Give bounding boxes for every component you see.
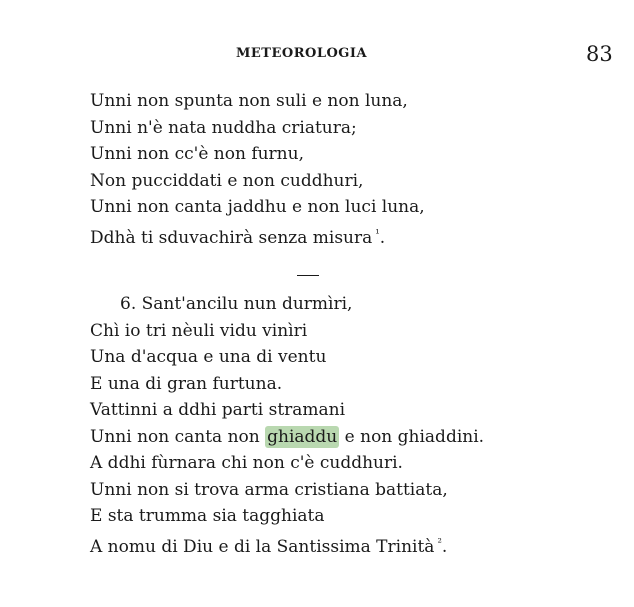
verse-line: Unni non cc'è non furnu, [90,144,304,164]
verse-line: Unni non canta jaddhu e non luci luna, [90,197,425,217]
verse-text: Ddhà ti sduvachirà senza misura [90,227,373,248]
verse-line [90,530,484,557]
page-number: 83 [586,42,613,66]
verse-line: 6. Sant'ancilu nun durmìri, [120,294,353,314]
verse-line: Chì io tri nèuli vidu vinìri [90,320,308,341]
verse-line: Una d'acqua e una di ventu [90,347,327,367]
verse-line [90,424,484,451]
verse-line: E sta trumma sia tagghiata [90,506,325,526]
verse-text: A nomu di Diu e di la Santissima Trinità [90,536,435,557]
stanza-2 [90,291,484,556]
verse-line: Non pucciddati e non cuddhuri, [90,170,364,191]
verse-line [90,221,425,248]
verse-text: e non ghiaddini. [339,426,485,447]
running-head: METEOROLOGIA [236,46,368,61]
footnote-marker[interactable]: ² [437,535,442,549]
stanza-separator [297,275,319,276]
verse-line: Unni non spunta non suli e non luna, [90,91,408,111]
verse-line: Unni n'è nata nuddha criatura; [90,117,357,138]
verse-text: Unni non canta non [90,426,266,447]
verse-line: E una di gran furtuna. [90,373,283,394]
footnote-marker[interactable]: ¹ [375,226,380,240]
line-end-punctuation: . [379,227,386,248]
highlighted-word[interactable]: ghiaddu [267,426,338,447]
verse-line: A ddhi fùrnara chi non c'è cuddhuri. [90,453,403,473]
verse-line: Unni non si trova arma cristiana battiata, [90,479,448,500]
verse-line: Vattinni a ddhi parti stramani [90,400,346,420]
line-end-punctuation: . [441,536,448,557]
stanza-1 [90,88,425,247]
